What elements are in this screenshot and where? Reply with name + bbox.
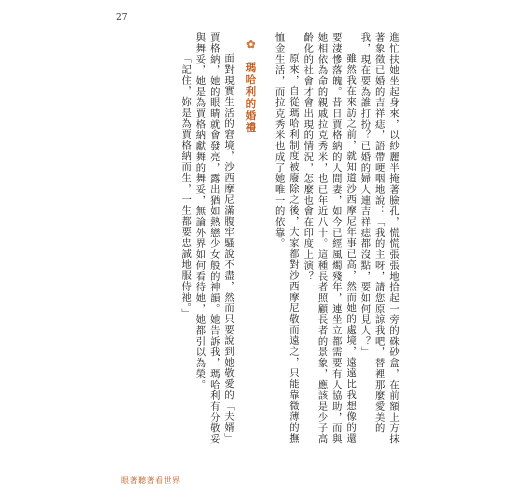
section-heading [243, 32, 257, 452]
paragraph: 進忙扶她坐起身來，以紗麗半掩著臉孔，慌慌張張地拾起一旁的硃砂盒，在前額上方抹著象徵已婚的吉祥痣，語帶哽咽地說：「我的主呀，請您原諒我吧，替裡那麼愛美的我，現在要為誰打扮？已婚的婦人連吉祥痣都沒點，要如何見人？」 [358, 32, 399, 445]
page-number: 27 [116, 13, 128, 23]
paragraph: 原來，自從瑪哈利制度被廢除之後，大家都對沙西摩尼敬而遠之，只能靠微薄的撫恤金生活，而拉克秀米也成了她唯一的依靠。 [272, 32, 299, 444]
vertical-text-body [178, 32, 400, 452]
section-heading-title: 瑪哈利的婚禮 [244, 61, 257, 134]
paragraph: 雖然我在來訪之前，就知道沙西摩尼年事已高，然而她的處境，遠遠比我想像的還要淒慘落魄。昔日賈格納的人間妻，如今已經風燭殘年，連坐立都需要有人協助，而與她相依為命的親戚拉克秀米，也已年近八十。這種長者照顧長者的景象，應該是少子高齡化的社會才會出現的情況，怎麼也會在印度上演？ [301, 32, 357, 445]
flower-icon: ✿ [244, 38, 258, 53]
paragraph: 「記住，妳是為賈格納而生，一生都要忠誠地服侍祂。」 [179, 52, 192, 319]
paragraph: 面對現實生活的窘境，沙西摩尼滿腹牢騷說不盡，然而只要說到她敬愛的「夫婿」賈格納，她的眼睛就會發亮，露出猶如熱戀少女般的神韻。她告訴我，瑪哈利有分敬妥與舞妥，她是為賈格納獻舞的舞妥，無論外界如何看待她，她都引以為榮。 [193, 32, 235, 445]
running-footer: 眼著聽著看世界 [121, 476, 181, 485]
